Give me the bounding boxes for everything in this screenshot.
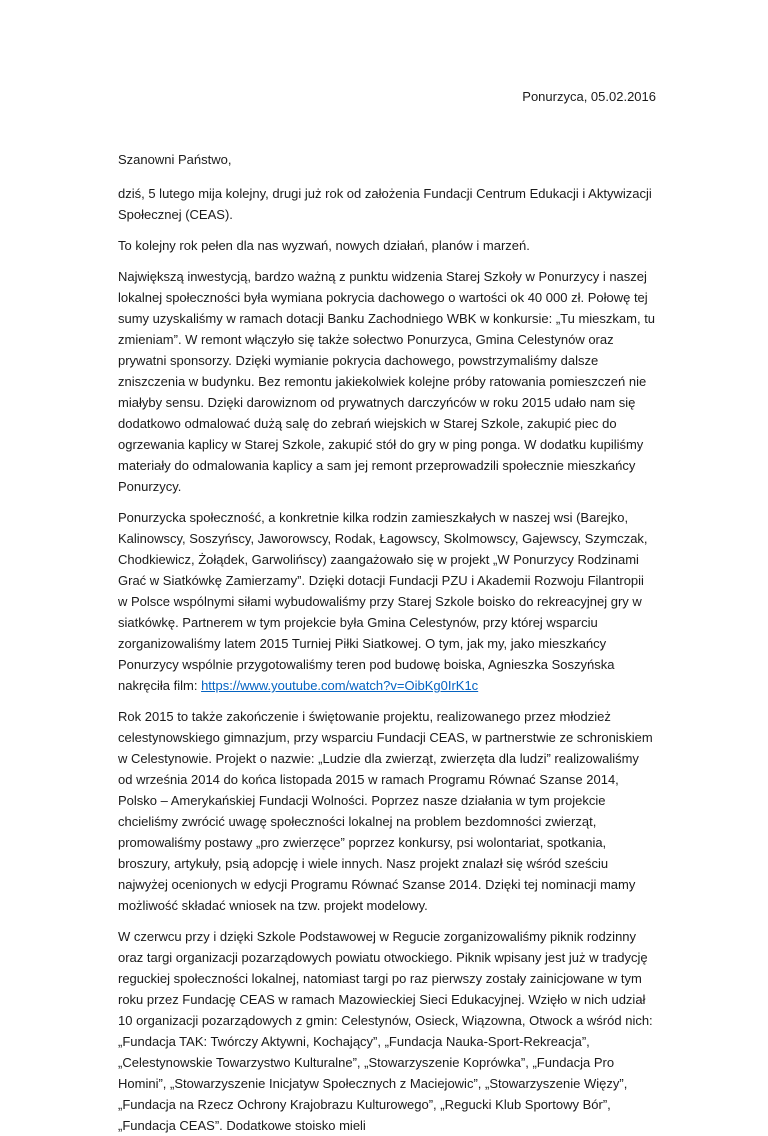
letter-greeting: Szanowni Państwo, [118,152,232,167]
paragraph-animals-project: Rok 2015 to także zakończenie i świętowanie projektu, realizowanego przez młodzież celestynowskiego gimnazjum, przy wsparciu Fundacji CEAS, w partnerstwie ze schroniskiem w Celestynowie. Projekt o nazwie: „Ludzie dla zwierząt, zwierzęta dla ludzi” realizowaliśmy od września 2014 do końca listopada 2015 w ramach Programu Równać Szanse 2014, Polsko – Amerykańskiej Fundacji Wolności. Poprzez nasze działania w tym projekcie chcieliśmy zwrócić uwagę społeczności lokalnej na problem bezdomności zwierząt, promowaliśmy postawy „pro zwierzęce” poprzez konkursy, psi wolontariat, spotkania, broszury, artykuły, psią adopcję i wiele innych. Nasz projekt znalazł się wśród sześciu najwyżej ocenionych w edycji Programu Równać Szanse 2014. Dzięki tej nominacji mamy możliwość składać wniosek na tzw. projekt modelowy. [118,709,653,913]
paragraph-challenges: To kolejny rok pełen dla nas wyzwań, nowych działań, planów i marzeń. [118,238,530,253]
paragraph-picnic-fair: W czerwcu przy i dzięki Szkole Podstawowej w Regucie zorganizowaliśmy piknik rodzinny oraz targi organizacji pozarządowych powiatu otwockiego. Piknik wpisany jest już w tradycję reguckiej społeczności lokalnej, natomiast targi po raz pierwszy zostały zainicjowane w tym roku przez Fundację CEAS w ramach Mazowieckiej Sieci Edukacyjnej. Wzięło w nich udział 10 organizacji pozarządowych z gmin: Celestynów, Osieck, Wiązowna, Otwock a wśród nich: „Fundacja TAK: Twórczy Aktywni, Kochający”, „Fundacja Nauka-Sport-Rekreacja”, „Celestynowskie Towarzystwo Kulturalne”, „Stowarzyszenie Koprówka”, „Fundacja Pro Homini”, „Stowarzyszenie Inicjatyw Społecznych z Maciejowic”, „Stowarzyszenie Więzy”, „Fundacja na Rzecz Ochrony Krajobrazu Kulturowego”, „Regucki Klub Sportowy Bór”, „Fundacja CEAS”. Dodatkowe stoisko mieli [118,929,653,1133]
youtube-film-link[interactable]: https://www.youtube.com/watch?v=OibKg0IrK1c [201,678,479,693]
paragraph-volleyball-project [118,507,656,696]
paragraph-volleyball-text: Ponurzycka społeczność, a konkretnie kilka rodzin zamieszkałych w naszej wsi (Barejko, Kalinowscy, Soszyńscy, Jaworowscy, Rodak, Łagowscy, Skolmowscy, Gajewscy, Szymczak, Chodkiewicz, Żołądek, Garwolińscy) zaangażowało się w projekt „W Ponurzycy Rodzinami Grać w Siatkówkę Zamierzamy”. Dzięki dotacji Fundacji PZU i Akademii Rozwoju Filantropii w Polsce wspólnymi siłami wybudowaliśmy przy Starej Szkole boisko do rekreacyjnej gry w siatkówkę. Partnerem w tym projekcie była Gmina Celestynów, przy której wsparciu zorganizowaliśmy latem 2015 Turniej Piłki Siatkowej. O tym, jak my, jako mieszkańcy Ponurzycy wspólnie przygotowaliśmy teren pod budowę boiska, Agnieszka Soszyńska nakręciła film: [118,510,648,693]
paragraph-roof-investment: Największą inwestycją, bardzo ważną z punktu widzenia Starej Szkoły w Ponurzycy i naszej lokalnej społeczności była wymiana pokrycia dachowego o wartości ok 40 000 zł. Połowę tej sumy uzyskaliśmy w ramach dotacji Banku Zachodniego WBK w konkursie: „Tu mieszkam, tu zmieniam”. W remont włączyło się także sołectwo Ponurzyca, Gmina Celestynów oraz prywatni sponsorzy. Dzięki wymianie pokrycia dachowego, powstrzymaliśmy dalsze zniszczenia w budynku. Bez remontu jakiekolwiek kolejne próby ratowania pomieszczeń nie miałyby sensu. Dzięki darowiznom od prywatnych darczyńców w roku 2015 udało nam się dodatkowo odmalować dużą salę do zebrań wiejskich w Starej Szkole, zakupić piec do ogrzewania kaplicy w Starej Szkole, zakupić stół do gry w ping ponga. W dodatku kupiliśmy materiały do odmalowania kaplicy a sam jej remont przeprowadzili społecznie mieszkańcy Ponurzycy. [118,269,656,494]
letter-date: Ponurzyca, 05.02.2016 [522,89,656,104]
paragraph-anniversary: dziś, 5 lutego mija kolejny, drugi już rok od założenia Fundacji Centrum Edukacji i Aktywizacji Społecznej (CEAS). [118,186,652,222]
